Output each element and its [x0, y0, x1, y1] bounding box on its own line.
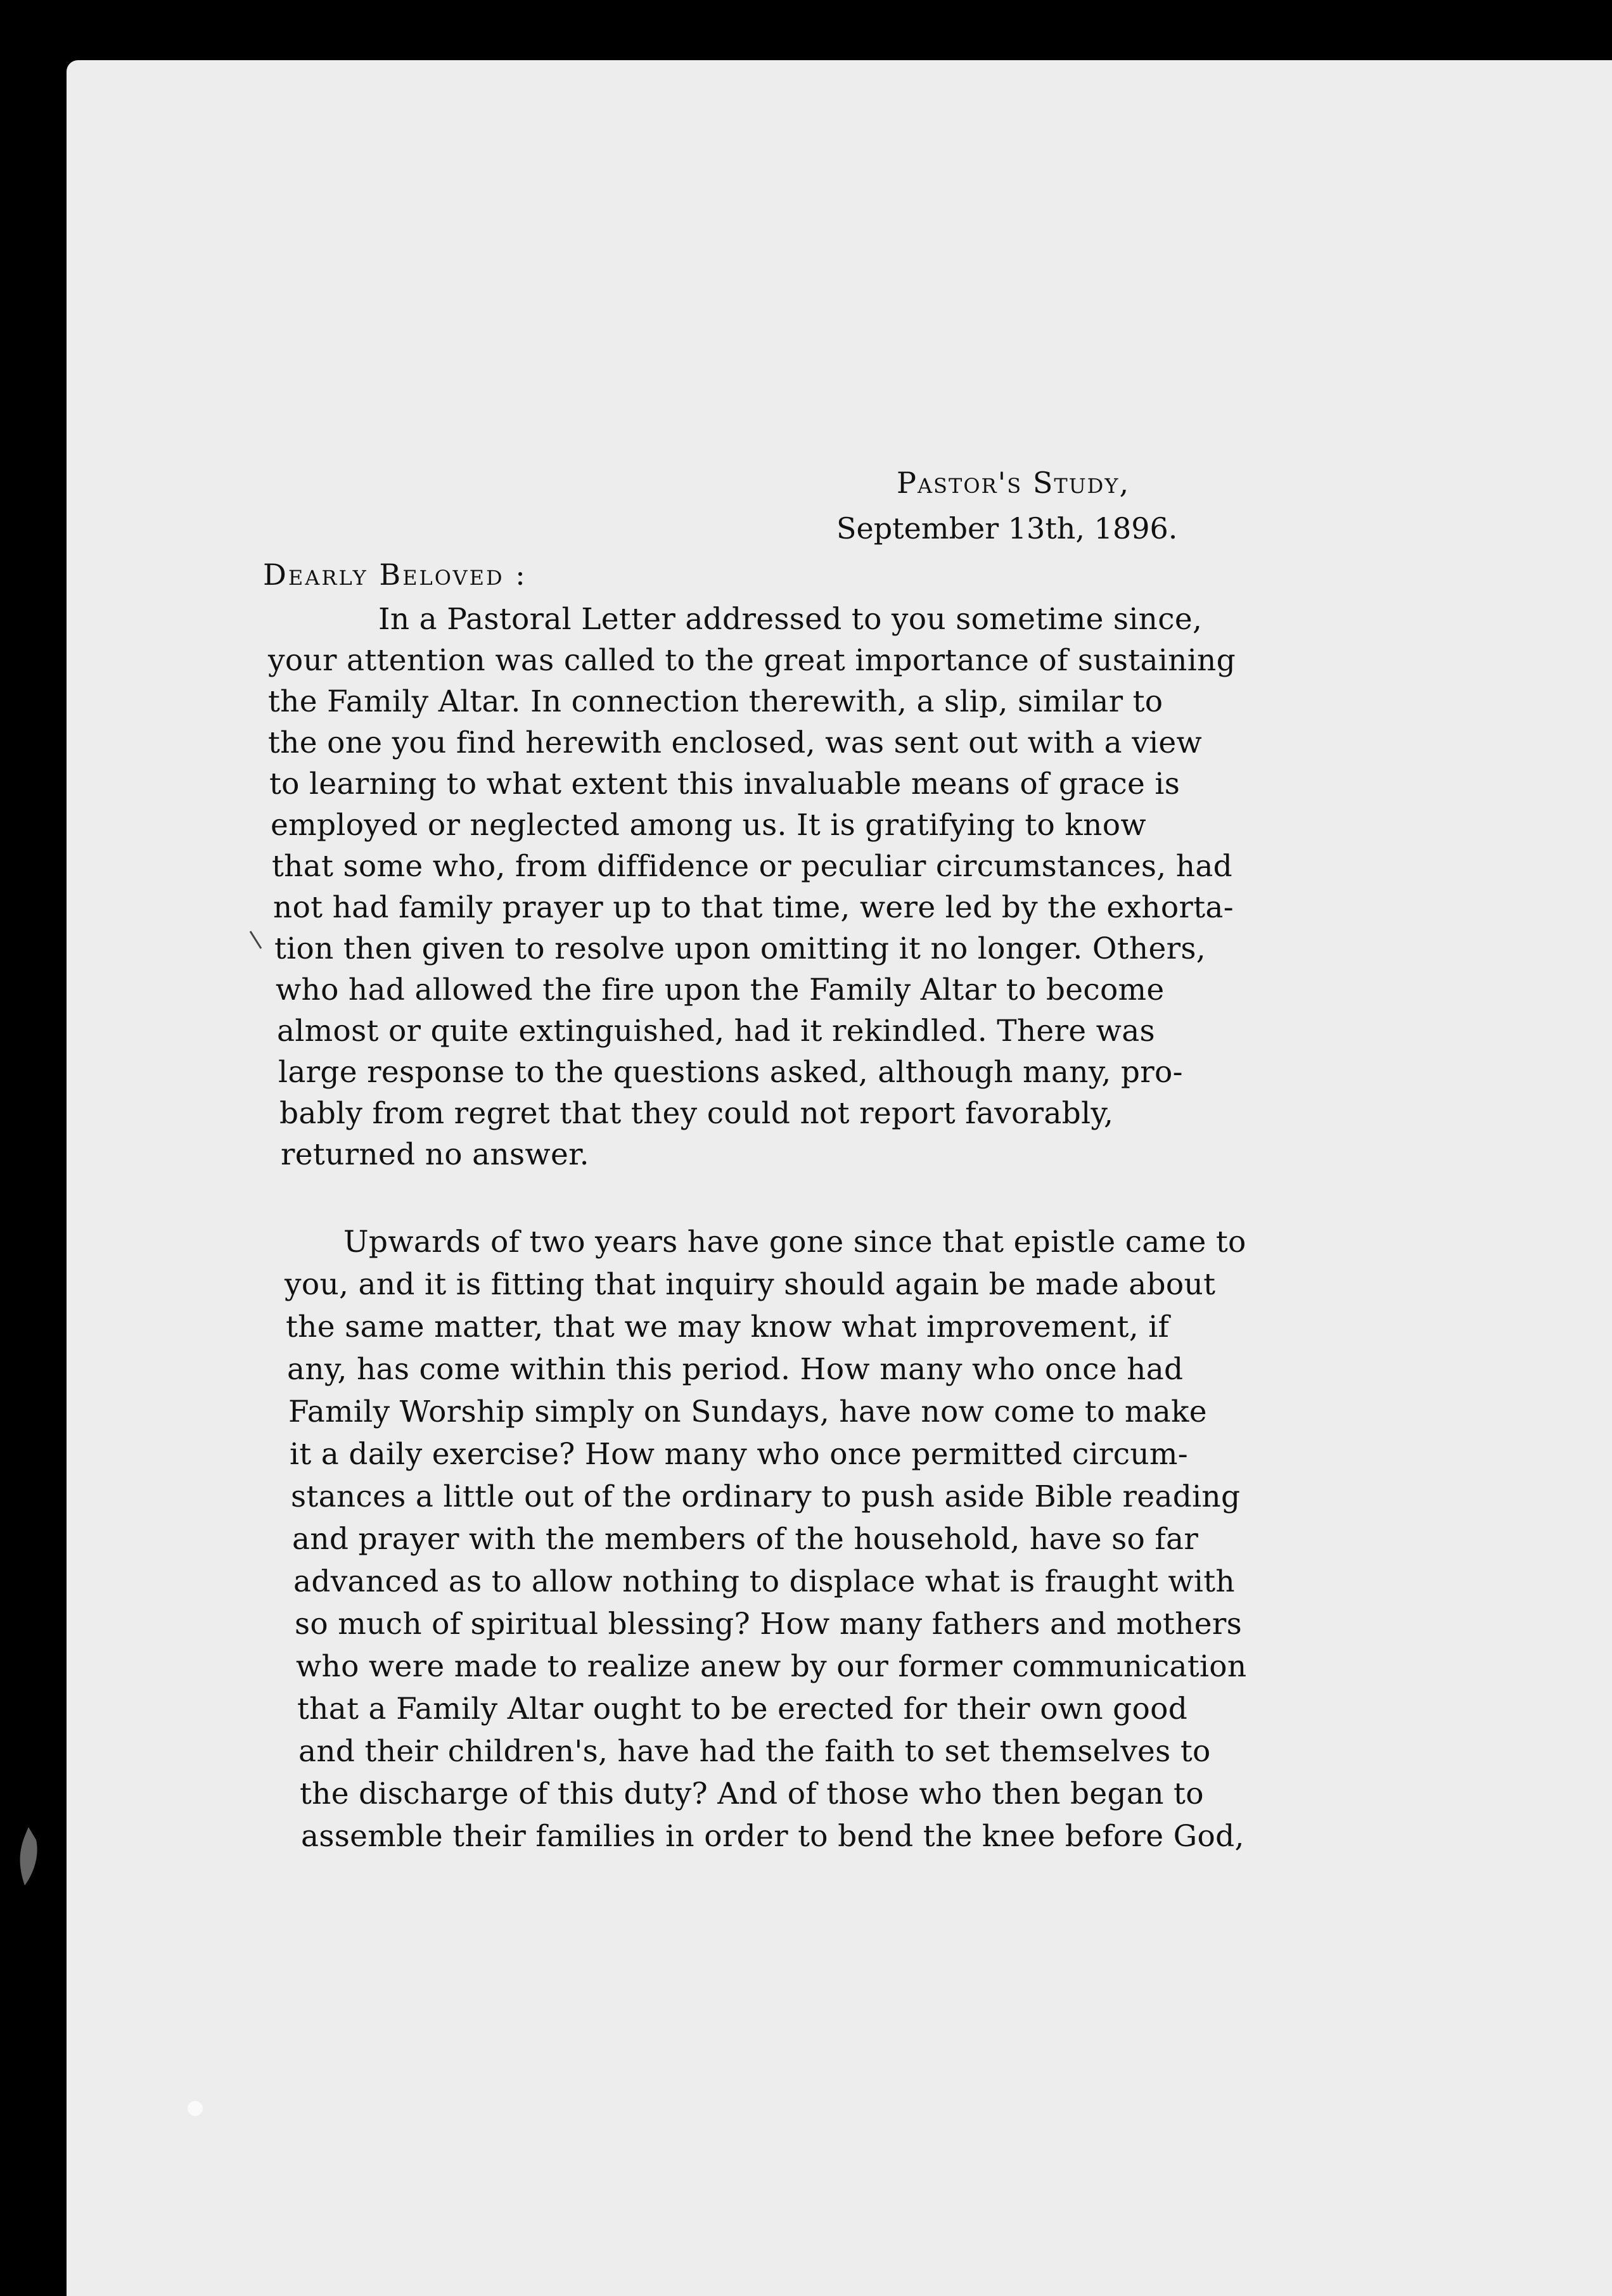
- text-line: bably from regret that they could not report favorably,: [279, 1096, 1114, 1131]
- text-line: the Family Altar. In connection therewith, a slip, similar to: [268, 684, 1163, 719]
- letter-page: [67, 60, 1612, 2296]
- text-line: your attention was called to the great importance of sustaining: [268, 643, 1236, 678]
- text-line: not had family prayer up to that time, were led by the exhorta-: [273, 890, 1234, 925]
- page-tear-mark: [8, 1825, 46, 1894]
- text-line: In a Pastoral Letter addressed to you sometime since,: [378, 602, 1203, 637]
- heading-place: Pastor's Study,: [897, 466, 1130, 500]
- text-line: assemble their families in order to bend the knee before God,: [301, 1819, 1244, 1854]
- text-line: who were made to realize anew by our former communication: [296, 1649, 1247, 1684]
- text-line: the one you find herewith enclosed, was sent out with a view: [268, 725, 1203, 760]
- text-line: tion then given to resolve upon omitting it no longer. Others,: [274, 931, 1206, 966]
- text-line: you, and it is fitting that inquiry should again be made about: [285, 1267, 1216, 1302]
- salutation: Dearly Beloved :: [263, 558, 527, 592]
- text-line: who had allowed the fire upon the Family Altar to become: [276, 973, 1165, 1007]
- text-line: that some who, from diffidence or peculiar circumstances, had: [272, 849, 1233, 884]
- text-line: advanced as to allow nothing to displace what is fraught with: [293, 1564, 1235, 1599]
- text-line: and their children's, have had the faith to set themselves to: [298, 1734, 1211, 1769]
- letter-text: [67, 60, 1612, 2296]
- text-line: large response to the questions asked, although many, pro-: [278, 1055, 1183, 1090]
- text-line: returned no answer.: [281, 1137, 589, 1172]
- text-line: to learning to what extent this invaluable means of grace is: [269, 767, 1180, 801]
- scan-speck: [247, 928, 266, 953]
- text-line: it a daily exercise? How many who once permitted circum-: [290, 1437, 1188, 1472]
- text-line: any, has come within this period. How many who once had: [287, 1352, 1184, 1387]
- text-line: stances a little out of the ordinary to push aside Bible reading: [291, 1479, 1241, 1514]
- text-line: the discharge of this duty? And of those who then began to: [300, 1776, 1204, 1811]
- text-line: Upwards of two years have gone since that epistle came to: [343, 1225, 1246, 1260]
- text-line: the same matter, that we may know what improvement, if: [286, 1310, 1170, 1344]
- text-line: so much of spiritual blessing? How many fathers and mothers: [295, 1607, 1243, 1642]
- heading-date: September 13th, 1896.: [836, 511, 1178, 545]
- text-line: Family Worship simply on Sundays, have now come to make: [288, 1394, 1207, 1429]
- text-line: almost or quite extinguished, had it rekindled. There was: [277, 1014, 1155, 1049]
- scan-speck: [184, 2097, 209, 2122]
- text-line: and prayer with the members of the household, have so far: [292, 1522, 1199, 1557]
- text-line: employed or neglected among us. It is gratifying to know: [271, 808, 1146, 843]
- text-line: that a Family Altar ought to be erected for their own good: [297, 1692, 1188, 1726]
